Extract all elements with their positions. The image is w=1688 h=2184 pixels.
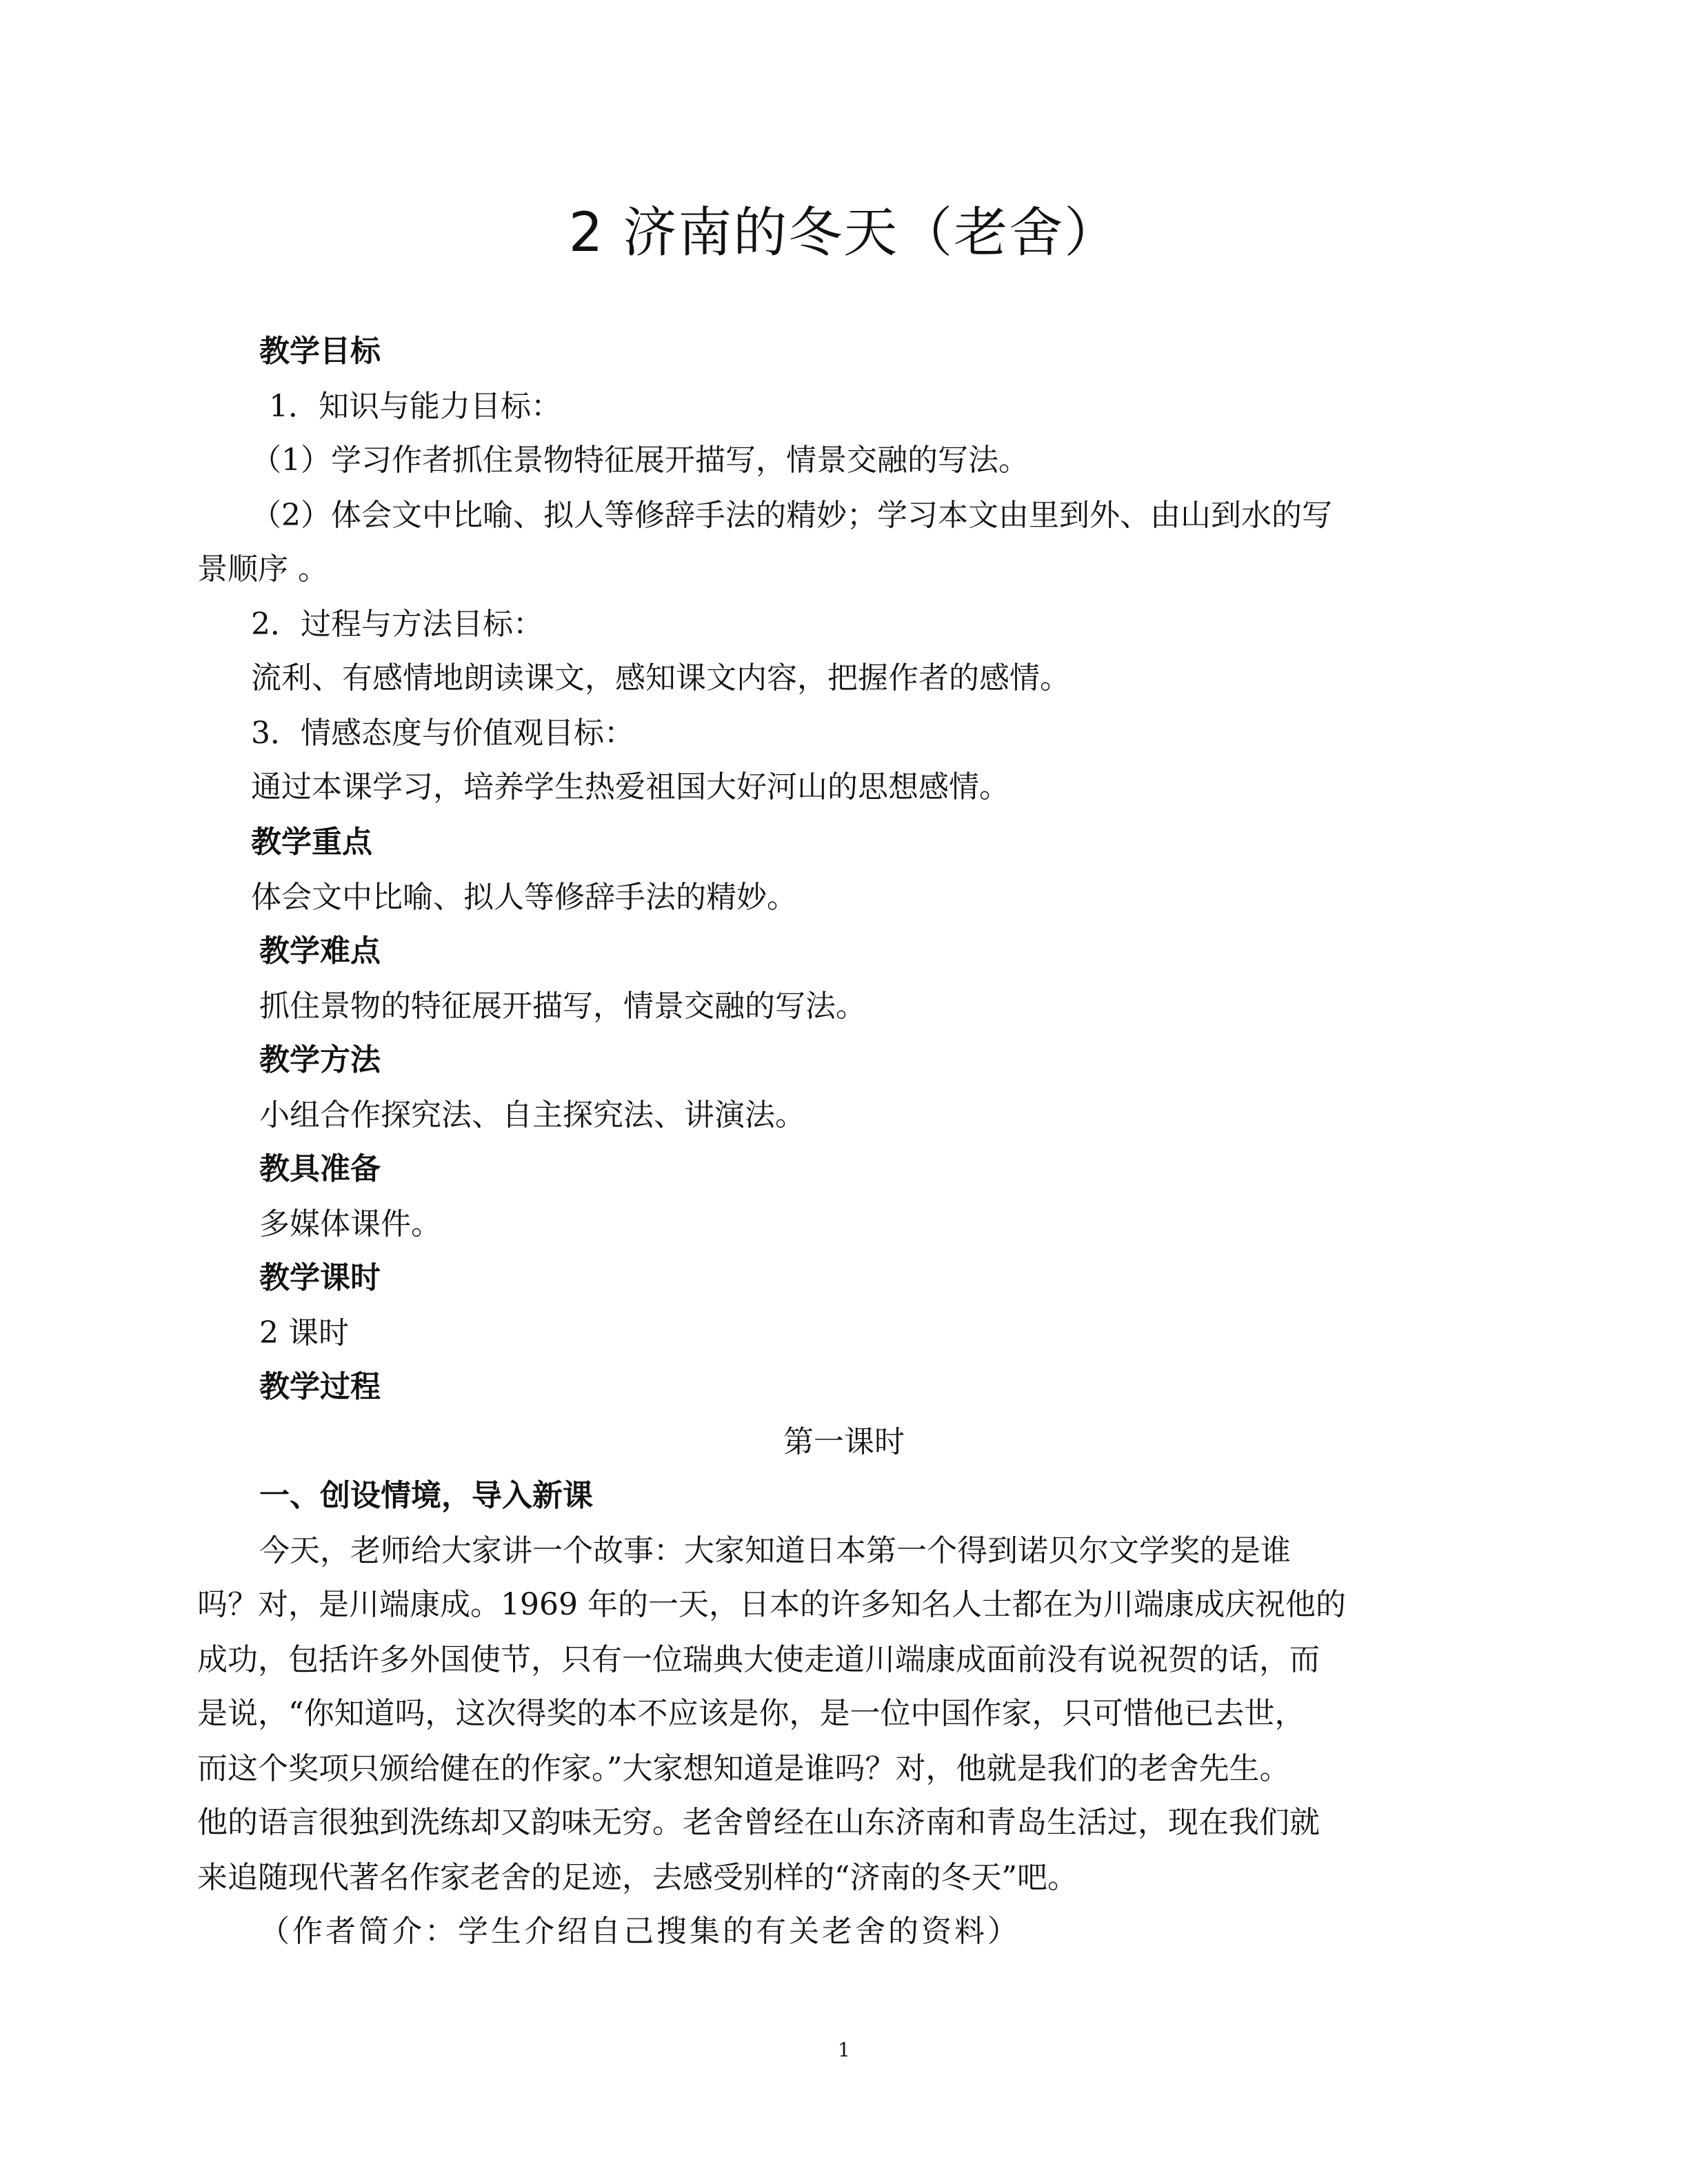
difficulties-text: 抓住景物的特征展开描写，情景交融的写法。 (259, 989, 866, 1024)
author-note: （作者简介：学生介绍自己搜集的有关老舍的资料） (259, 1914, 1021, 1949)
process-heading: 教学过程 (259, 1369, 381, 1404)
tools-heading: 教具准备 (259, 1151, 381, 1186)
teaching-goals-heading: 教学目标 (259, 334, 381, 369)
hours-heading: 教学课时 (259, 1260, 381, 1295)
goal-2-text: 流利、有感情地朗读课文，感知课文内容，把握作者的感情。 (251, 660, 1070, 696)
page-title: 2 济南的冬天（老舍） (568, 202, 1120, 264)
paragraph-line-4: 是说，“你知道吗，这次得奖的本不应该是你，是一位中国作家，只可惜他已去世， (197, 1696, 1305, 1731)
goal-3-text: 通过本课学习，培养学生热爱祖国大好河山的思想感情。 (251, 769, 1009, 805)
key-points-heading: 教学重点 (251, 825, 372, 860)
paragraph-line-3: 成功，包括许多外国使节，只有一位瑞典大使走道川端康成面前没有说祝贺的话，而 (197, 1642, 1320, 1677)
goal-1-item-2-line-2: 景顺序 。 (197, 552, 328, 587)
paragraph-line-6: 他的语言很独到洗练却又韵味无穷。老舍曾经在山东济南和青岛生活过，现在我们就 (197, 1805, 1320, 1840)
paragraph-line-7: 来追随现代著名作家老舍的足迹，去感受别样的“济南的冬天”吧。 (197, 1860, 1078, 1895)
paragraph-line-2: 吗？对，是川端康成。1969 年的一天，日本的许多知名人士都在为川端康成庆祝他的 (197, 1587, 1346, 1622)
hours-text: 2 课时 (259, 1315, 349, 1351)
tools-text: 多媒体课件。 (259, 1206, 441, 1242)
lesson-title: 第一课时 (783, 1424, 905, 1459)
methods-text: 小组合作探究法、自主探究法、讲演法。 (259, 1098, 805, 1133)
goal-2-title: 2．过程与方法目标： (251, 607, 543, 642)
paragraph-line-1: 今天，老师给大家讲一个故事：大家知道日本第一个得到诺贝尔文学奖的是谁 (259, 1533, 1291, 1568)
goal-1-item-2-line-1: （2）体会文中比喻、拟人等修辞手法的精妙；学习本文由里到外、由山到水的写 (251, 498, 1332, 533)
page-number: 1 (838, 2039, 850, 2061)
paragraph-line-5: 而这个奖项只颁给健在的作家。”大家想知道是谁吗？对，他就是我们的老舍先生。 (197, 1751, 1290, 1786)
goal-3-title: 3．情感态度与价值观目标： (251, 716, 634, 751)
goal-1-title: 1．知识与能力目标： (269, 389, 561, 424)
methods-heading: 教学方法 (259, 1042, 381, 1078)
goal-1-item-1: （1）学习作者抓住景物特征展开描写，情景交融的写法。 (251, 443, 1029, 478)
step-1-heading: 一、创设情境，导入新课 (259, 1478, 593, 1513)
difficulties-heading: 教学难点 (259, 933, 381, 969)
key-points-text: 体会文中比喻、拟人等修辞手法的精妙。 (251, 880, 797, 915)
